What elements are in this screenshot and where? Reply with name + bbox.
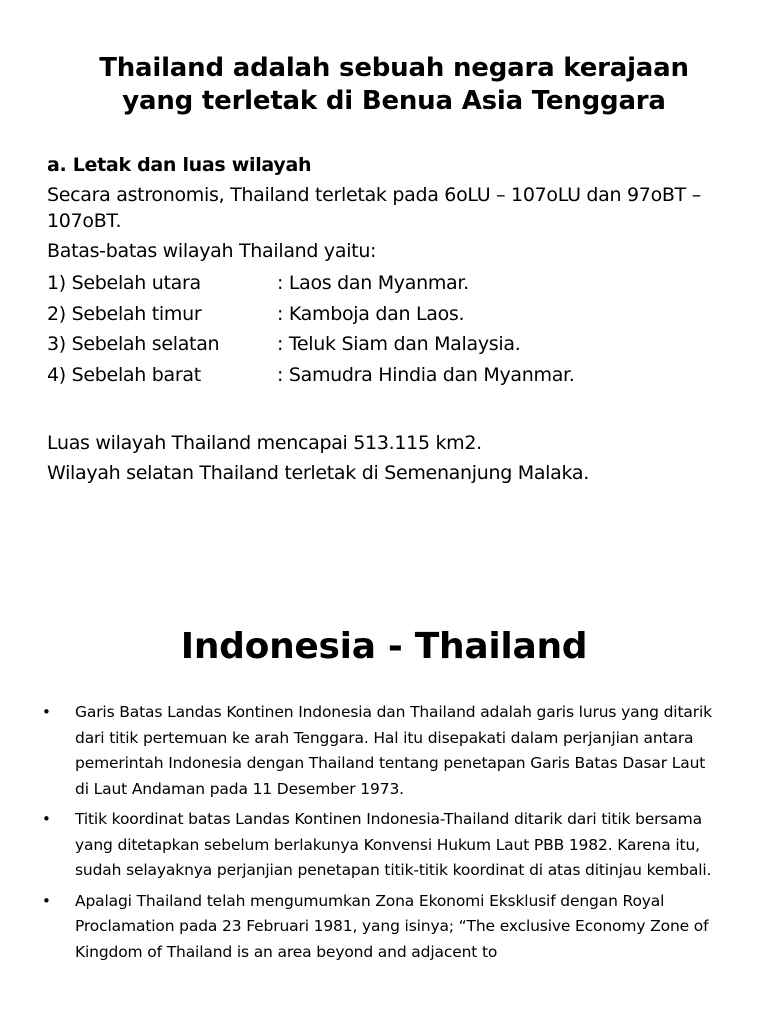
astronomical-location-text: Secara astronomis, Thailand terletak pada 6oLU – 107oLU dan 97oBT – 107oBT.	[47, 184, 701, 232]
border-row-west	[47, 360, 737, 391]
border-neighbors: : Kamboja dan Laos.	[277, 302, 465, 325]
bullet-icon: •	[42, 810, 51, 828]
border-row-north	[47, 268, 737, 299]
bullet-icon: •	[42, 703, 51, 721]
title-line-2: yang terletak di Benua Asia Tenggara	[122, 86, 666, 116]
border-row-east	[47, 299, 737, 330]
southern-region-text: Wilayah selatan Thailand terletak di Semenanjung Malaka.	[47, 462, 589, 484]
border-side: 2) Sebelah timur	[47, 302, 202, 325]
border-list	[47, 268, 737, 390]
bullet-icon: •	[42, 891, 51, 910]
borders-intro-text: Batas-batas wilayah Thailand yaitu:	[47, 240, 377, 262]
border-row-south	[47, 329, 737, 360]
area-text: Luas wilayah Thailand mencapai 513.115 km2.	[47, 432, 482, 454]
title-line-1: Thailand adalah sebuah negara kerajaan	[99, 53, 689, 83]
bullet-text: Garis Batas Landas Kontinen Indonesia dan Thailand adalah garis lurus yang ditarik dari titik pertemuan ke arah Tenggara. Hal itu disepakati dalam perjanjian antara pemerintah Indonesia dengan Thailand tentang penetapan Garis Batas Dasar Laut di Laut Andaman pada 11 Desember 1973.	[75, 703, 712, 798]
slide-body	[47, 152, 737, 488]
bullet-list	[40, 700, 720, 970]
slide-title	[40, 52, 748, 118]
border-side: 4) Sebelah barat	[47, 363, 201, 386]
border-neighbors: : Laos dan Myanmar.	[277, 272, 469, 295]
bullet-item	[40, 807, 720, 884]
bullet-item	[40, 889, 720, 966]
area-block	[47, 428, 737, 488]
bullet-text: Titik koordinat batas Landas Kontinen Indonesia-Thailand ditarik dari titik bersama yang ditetapkan sebelum berlakunya Konvensi Hukum Laut PBB 1982. Karena itu, sudah selayaknya perjanjian penetapan titik-titik koordinat di atas ditinjau kembali.	[75, 810, 712, 879]
bullet-item	[40, 700, 720, 802]
slide-indonesia-thailand	[0, 576, 768, 1024]
border-side: 3) Sebelah selatan	[47, 333, 220, 356]
bullet-text: Apalagi Thailand telah mengumumkan Zona Ekonomi Eksklusif dengan Royal Proclamation pada 23 Februari 1981, yang isinya; “The exclusive Economy Zone of Kingdom of Thailand is an area beyond and adjacent to	[75, 891, 709, 961]
border-side: 1) Sebelah utara	[47, 272, 201, 295]
section-subheading: a. Letak dan luas wilayah	[47, 154, 312, 176]
border-neighbors: : Teluk Siam dan Malaysia.	[277, 333, 521, 356]
border-neighbors: : Samudra Hindia dan Myanmar.	[277, 363, 575, 386]
slide-title: Indonesia - Thailand	[180, 626, 588, 667]
